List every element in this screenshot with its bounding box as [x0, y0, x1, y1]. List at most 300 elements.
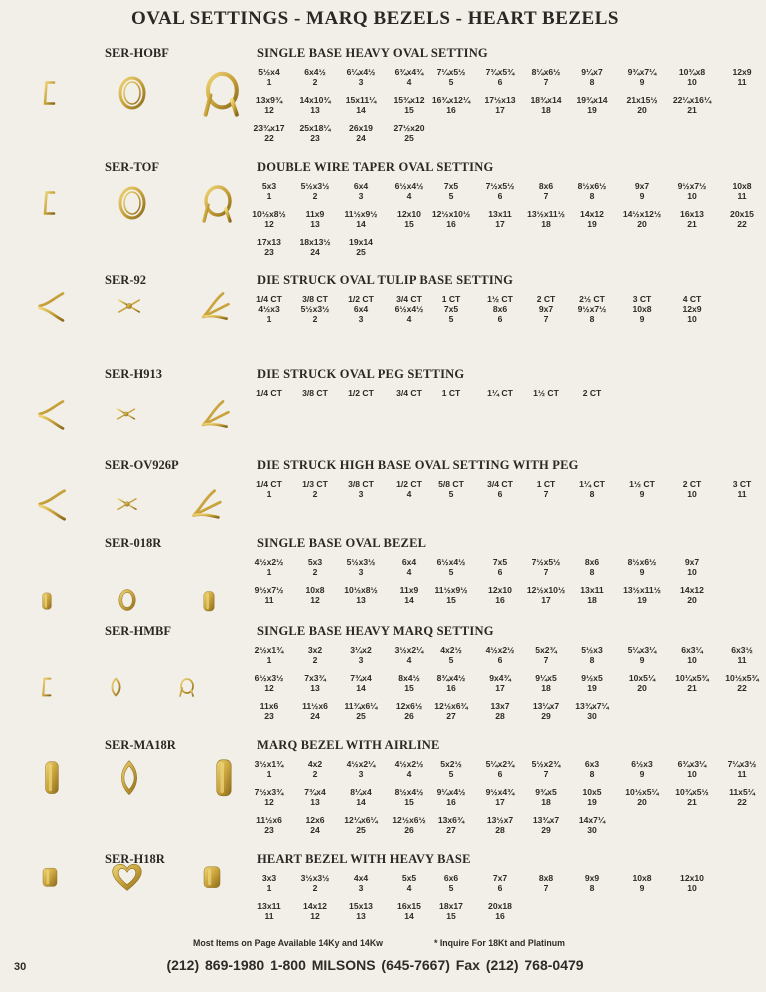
size-number: 3 — [358, 883, 364, 893]
size-value: 3½x2¼ — [394, 645, 424, 655]
size-cell — [385, 701, 433, 721]
size-cell — [245, 95, 293, 115]
size-number: 1 — [266, 655, 272, 665]
size-number: 16 — [446, 797, 456, 807]
oval-setting-angle-icon — [196, 69, 244, 117]
size-value: 1/4 CT — [256, 479, 282, 489]
size-value: 10¼x5¾ — [675, 673, 709, 683]
size-number: 29 — [541, 711, 551, 721]
size-cell — [568, 873, 616, 893]
size-number: 4 — [406, 883, 412, 893]
size-number: 19 — [587, 797, 597, 807]
size-value: 17½x13 — [484, 95, 516, 105]
size-cell — [668, 873, 716, 893]
size-value: 13½x11½ — [623, 585, 661, 595]
size-number: 8 — [589, 769, 595, 779]
size-number: 21 — [687, 105, 697, 115]
size-cell — [522, 209, 570, 229]
size-value: 14x10¾ — [299, 95, 331, 105]
size-cell — [618, 787, 666, 807]
size-value: 1½ CT — [629, 479, 655, 489]
size-number: 22 — [737, 797, 747, 807]
size-value: 8¾x4½ — [436, 673, 466, 683]
size-cell — [427, 901, 475, 921]
marq-setting-angle-icon — [176, 677, 196, 697]
size-value: 9x7 — [634, 181, 650, 191]
size-value: 9¾x5 — [535, 787, 557, 797]
size-value: 20x15 — [730, 209, 754, 219]
size-value: 3x3 — [261, 873, 277, 883]
size-number: 8 — [589, 489, 595, 499]
size-value: 11x6 — [259, 701, 279, 711]
size-cell — [385, 901, 433, 921]
size-number: 12 — [310, 595, 320, 605]
size-number: 26 — [404, 825, 414, 835]
size-cell — [618, 557, 666, 577]
size-cell — [668, 557, 716, 577]
size-number: 2 — [312, 655, 318, 665]
size-value: 16x15 — [397, 901, 421, 911]
peg-setting-side-icon — [36, 396, 72, 432]
size-number: 19 — [637, 595, 647, 605]
size-value: 13½x7 — [486, 815, 514, 825]
section-title: DIE STRUCK OVAL TULIP BASE SETTING — [257, 273, 514, 287]
size-cell — [291, 815, 339, 835]
size-value: 11x5¼ — [729, 787, 755, 797]
size-value: 13¾x7 — [532, 815, 560, 825]
size-cell — [427, 95, 475, 115]
size-number: 11 — [264, 911, 274, 921]
size-number: 24 — [356, 133, 366, 143]
size-value: 9¼x7 — [581, 67, 603, 77]
size-number: 10 — [687, 77, 697, 87]
size-number: 17 — [495, 219, 505, 229]
sku-code: SER-HMBF — [105, 624, 171, 638]
size-cell — [718, 645, 766, 665]
size-value: 6x4 — [353, 181, 369, 191]
size-cell — [668, 95, 716, 115]
size-cell — [385, 759, 433, 779]
size-value: 8½x6½ — [577, 181, 607, 191]
size-number: 1 — [266, 883, 272, 893]
size-number: 11 — [737, 769, 747, 779]
size-number: 2 — [312, 567, 318, 577]
size-number: 4 — [406, 769, 412, 779]
size-cell — [476, 181, 524, 201]
size-number: 1 — [266, 489, 272, 499]
size-number: 27 — [446, 711, 456, 721]
size-cell — [245, 815, 293, 835]
oval-bezel-angle-icon — [196, 587, 222, 613]
size-cell — [291, 237, 339, 257]
size-number: 29 — [541, 825, 551, 835]
size-number: 6 — [497, 77, 503, 87]
size-value: 11¾x6¼ — [344, 701, 378, 711]
size-cell — [337, 67, 385, 87]
size-cell — [427, 479, 475, 499]
size-number: 14 — [356, 219, 366, 229]
size-cell — [476, 873, 524, 893]
size-value: 27½x20 — [393, 123, 425, 133]
size-value: 1 CT — [441, 388, 461, 398]
size-value: 3/8 CT — [348, 479, 374, 489]
size-number: 3 — [358, 77, 364, 87]
size-value: 8x6 — [492, 304, 508, 314]
size-value: 4½x2½ — [254, 557, 284, 567]
size-cell — [245, 557, 293, 577]
size-cell — [522, 585, 570, 605]
size-cell — [427, 294, 475, 324]
size-number: 10 — [687, 314, 697, 324]
sku-code: SER-OV926P — [105, 458, 179, 472]
size-value: 14x7¼ — [578, 815, 606, 825]
size-number: 5 — [448, 567, 454, 577]
size-number: 1 — [266, 769, 272, 779]
size-value: 1½ CT — [533, 388, 559, 398]
size-value: 6x3½ — [731, 645, 753, 655]
size-number: 19 — [587, 683, 597, 693]
size-cell — [427, 873, 475, 893]
size-number: 14 — [356, 797, 366, 807]
size-value: 12x9 — [732, 67, 752, 77]
size-number: 13 — [310, 219, 320, 229]
size-value: 12½x6½ — [392, 815, 426, 825]
size-number: 9 — [639, 191, 645, 201]
size-value: 2 CT — [682, 479, 702, 489]
size-value: 4½x3 — [258, 304, 280, 314]
size-cell — [522, 181, 570, 201]
size-value: 20x18 — [488, 901, 512, 911]
size-value: 10x5¼ — [628, 673, 656, 683]
size-cell — [668, 479, 716, 499]
oval-setting-side-icon — [36, 78, 66, 108]
size-number: 19 — [587, 105, 597, 115]
size-number: 30 — [587, 711, 597, 721]
size-number: 7 — [543, 489, 549, 499]
size-number: 5 — [448, 883, 454, 893]
size-value: 3x2 — [307, 645, 323, 655]
size-value: 12½x6¾ — [434, 701, 468, 711]
size-cell — [476, 815, 524, 835]
sku-code: SER-TOF — [105, 160, 159, 174]
size-cell — [427, 815, 475, 835]
size-number: 2 — [312, 489, 318, 499]
taper-setting-top-icon — [112, 183, 152, 223]
size-value: 12¼x6¼ — [344, 815, 378, 825]
taper-setting-side-icon — [36, 188, 66, 218]
size-cell — [427, 585, 475, 605]
size-value: 14x12 — [303, 901, 327, 911]
size-value: 8x4½ — [398, 673, 420, 683]
size-value: 23¾x17 — [253, 123, 285, 133]
size-cell — [337, 388, 385, 398]
size-cell — [476, 67, 524, 87]
size-number: 10 — [687, 489, 697, 499]
size-value: 1¼ CT — [579, 479, 605, 489]
size-number: 23 — [264, 247, 274, 257]
size-number: 13 — [310, 683, 320, 693]
size-number: 18 — [541, 797, 551, 807]
size-cell — [568, 181, 616, 201]
size-value: 10¾x8 — [678, 67, 706, 77]
size-cell — [568, 673, 616, 693]
size-value: 9½x4¾ — [485, 787, 515, 797]
size-value: 12x6½ — [395, 701, 423, 711]
size-cell — [385, 95, 433, 115]
size-value: 6½x3 — [631, 759, 653, 769]
size-cell — [245, 479, 293, 499]
size-number: 27 — [446, 825, 456, 835]
size-number: 25 — [356, 247, 366, 257]
size-cell — [385, 479, 433, 499]
size-value: 10½x5¼ — [625, 787, 659, 797]
size-cell — [718, 673, 766, 693]
size-value: 8x6 — [584, 557, 600, 567]
size-value: 12x10 — [397, 209, 421, 219]
heart-bezel-angle-icon — [196, 862, 228, 894]
peg-setting-angle-icon — [196, 396, 232, 432]
size-number: 8 — [589, 567, 595, 577]
size-cell — [718, 67, 766, 87]
size-number: 22 — [737, 219, 747, 229]
size-value: 6½x4½ — [394, 304, 424, 314]
size-number: 26 — [404, 711, 414, 721]
size-cell — [568, 388, 616, 398]
size-cell — [718, 479, 766, 499]
section-title: DOUBLE WIRE TAPER OVAL SETTING — [257, 160, 494, 174]
size-cell — [618, 181, 666, 201]
size-cell — [337, 701, 385, 721]
size-value: 7x7 — [492, 873, 508, 883]
size-cell — [618, 294, 666, 324]
size-cell — [385, 388, 433, 398]
size-number: 20 — [637, 683, 647, 693]
size-number: 28 — [495, 825, 505, 835]
size-value: 3/8 CT — [302, 294, 328, 304]
size-number: 14 — [356, 683, 366, 693]
size-value: 6½x4½ — [394, 181, 424, 191]
size-number: 10 — [687, 883, 697, 893]
size-number: 17 — [541, 595, 551, 605]
size-number: 1 — [266, 191, 272, 201]
size-cell — [245, 585, 293, 605]
size-cell — [568, 67, 616, 87]
size-number: 6 — [497, 314, 503, 324]
size-cell — [291, 759, 339, 779]
section-title: MARQ BEZEL WITH AIRLINE — [257, 738, 440, 752]
size-value: 8½x6½ — [627, 557, 657, 567]
size-value: 5½x3½ — [346, 557, 376, 567]
size-number: 6 — [497, 567, 503, 577]
size-value: 9¾x7¼ — [627, 67, 657, 77]
inquire-note: * Inquire For 18Kt and Platinum — [434, 938, 565, 948]
size-number: 1 — [266, 314, 272, 324]
size-number: 22 — [264, 133, 274, 143]
size-number: 23 — [310, 133, 320, 143]
size-cell — [337, 815, 385, 835]
size-value: 4x4 — [353, 873, 369, 883]
section-title: SINGLE BASE OVAL BEZEL — [257, 536, 427, 550]
size-number: 12 — [264, 797, 274, 807]
size-cell — [245, 759, 293, 779]
size-value: 10½x8½ — [344, 585, 378, 595]
size-value: 6¾x3¼ — [677, 759, 707, 769]
size-cell — [668, 294, 716, 324]
size-cell — [476, 701, 524, 721]
size-cell — [427, 645, 475, 665]
size-cell — [618, 645, 666, 665]
size-cell — [245, 701, 293, 721]
size-number: 5 — [448, 77, 454, 87]
size-number: 2 — [312, 77, 318, 87]
oval-bezel-top-icon — [112, 585, 142, 615]
size-value: 9½x5 — [581, 673, 603, 683]
size-number: 3 — [358, 567, 364, 577]
size-cell — [245, 294, 293, 324]
size-number: 25 — [356, 825, 366, 835]
size-number: 6 — [497, 655, 503, 665]
size-value: 5½x3½ — [300, 304, 330, 314]
size-value: 9x7 — [684, 557, 700, 567]
size-value: 15¾x12 — [393, 95, 425, 105]
size-value: 7½x3¾ — [254, 787, 284, 797]
oval-setting-top-icon — [112, 73, 152, 113]
tulip-setting-top-icon — [112, 289, 146, 323]
size-number: 8 — [589, 883, 595, 893]
marq-setting-top-icon — [104, 675, 128, 699]
size-number: 4 — [406, 489, 412, 499]
size-value: 9x7 — [538, 304, 554, 314]
size-number: 28 — [495, 711, 505, 721]
size-value: 14x12 — [680, 585, 704, 595]
size-number: 5 — [448, 769, 454, 779]
size-cell — [385, 209, 433, 229]
size-number: 6 — [497, 191, 503, 201]
size-cell — [568, 759, 616, 779]
size-cell — [337, 645, 385, 665]
size-value: 6x3¼ — [681, 645, 703, 655]
size-cell — [337, 585, 385, 605]
size-number: 8 — [589, 77, 595, 87]
size-number: 2 — [312, 769, 318, 779]
size-number: 21 — [687, 219, 697, 229]
size-value: 13½x11½ — [527, 209, 565, 219]
size-value: 10¾x5½ — [675, 787, 709, 797]
size-number: 16 — [446, 683, 456, 693]
size-value: 9½x7½ — [577, 304, 607, 314]
size-number: 15 — [446, 911, 456, 921]
size-cell — [337, 95, 385, 115]
size-number: 9 — [639, 769, 645, 779]
size-number: 4 — [406, 567, 412, 577]
size-cell — [337, 673, 385, 693]
size-value: 13¼x7 — [532, 701, 560, 711]
size-number: 10 — [687, 769, 697, 779]
size-cell — [291, 557, 339, 577]
size-number: 9 — [639, 655, 645, 665]
size-value: 10x8 — [632, 304, 652, 314]
size-value: 22¼x16¼ — [672, 95, 712, 105]
sku-code: SER-018R — [105, 536, 162, 550]
size-number: 16 — [495, 595, 505, 605]
size-cell — [385, 294, 433, 324]
size-number: 11 — [737, 191, 747, 201]
size-cell — [476, 673, 524, 693]
size-cell — [476, 209, 524, 229]
size-cell — [476, 479, 524, 499]
size-value: 18x13½ — [299, 237, 331, 247]
size-cell — [245, 901, 293, 921]
size-value: 11½x6 — [256, 815, 282, 825]
sku-code: SER-MA18R — [105, 738, 176, 752]
size-number: 6 — [497, 883, 503, 893]
size-value: 6x3 — [584, 759, 600, 769]
size-value: 1 CT — [536, 479, 556, 489]
size-number: 10 — [687, 567, 697, 577]
size-number: 23 — [264, 711, 274, 721]
size-value: 10½x8½ — [252, 209, 286, 219]
size-value: 18¾x14 — [530, 95, 562, 105]
size-number: 11 — [737, 489, 747, 499]
size-cell — [427, 787, 475, 807]
size-value: 6¼x4½ — [346, 67, 376, 77]
size-number: 12 — [264, 219, 274, 229]
size-value: 1/2 CT — [396, 479, 422, 489]
size-value: 10x8 — [305, 585, 325, 595]
size-value: 7½x5½ — [531, 557, 561, 567]
size-value: 19¾x14 — [576, 95, 608, 105]
size-value: 2 CT — [536, 294, 556, 304]
size-number: 17 — [495, 683, 505, 693]
size-cell — [522, 95, 570, 115]
size-cell — [522, 873, 570, 893]
page-title: OVAL SETTINGS - MARQ BEZELS - HEART BEZELS — [131, 8, 619, 29]
size-value: 26x19 — [349, 123, 373, 133]
size-number: 7 — [543, 314, 549, 324]
size-number: 2 — [312, 883, 318, 893]
size-number: 18 — [541, 105, 551, 115]
size-value: 7¾x5¾ — [485, 67, 515, 77]
size-number: 2 — [312, 191, 318, 201]
size-value: 4½x2¼ — [346, 759, 376, 769]
size-number: 23 — [264, 825, 274, 835]
size-number: 9 — [639, 489, 645, 499]
size-cell — [291, 645, 339, 665]
size-cell — [568, 479, 616, 499]
size-value: 5½x4 — [258, 67, 280, 77]
size-number: 18 — [541, 683, 551, 693]
size-value: 11½x9½ — [344, 209, 378, 219]
size-cell — [337, 479, 385, 499]
size-value: 10x8 — [632, 873, 652, 883]
size-cell — [668, 787, 716, 807]
size-value: 3/4 CT — [396, 388, 422, 398]
size-value: 7x3¾ — [304, 673, 326, 683]
size-number: 16 — [446, 219, 456, 229]
size-number: 4 — [406, 314, 412, 324]
size-value: 6¾x4¾ — [394, 67, 424, 77]
size-number: 20 — [637, 219, 647, 229]
size-cell — [385, 645, 433, 665]
size-value: 1/2 CT — [348, 294, 374, 304]
size-cell — [245, 181, 293, 201]
size-number: 20 — [637, 105, 647, 115]
size-cell — [427, 67, 475, 87]
size-value: 10x8 — [732, 181, 752, 191]
size-cell — [291, 673, 339, 693]
size-number: 12 — [310, 911, 320, 921]
size-number: 20 — [687, 595, 697, 605]
